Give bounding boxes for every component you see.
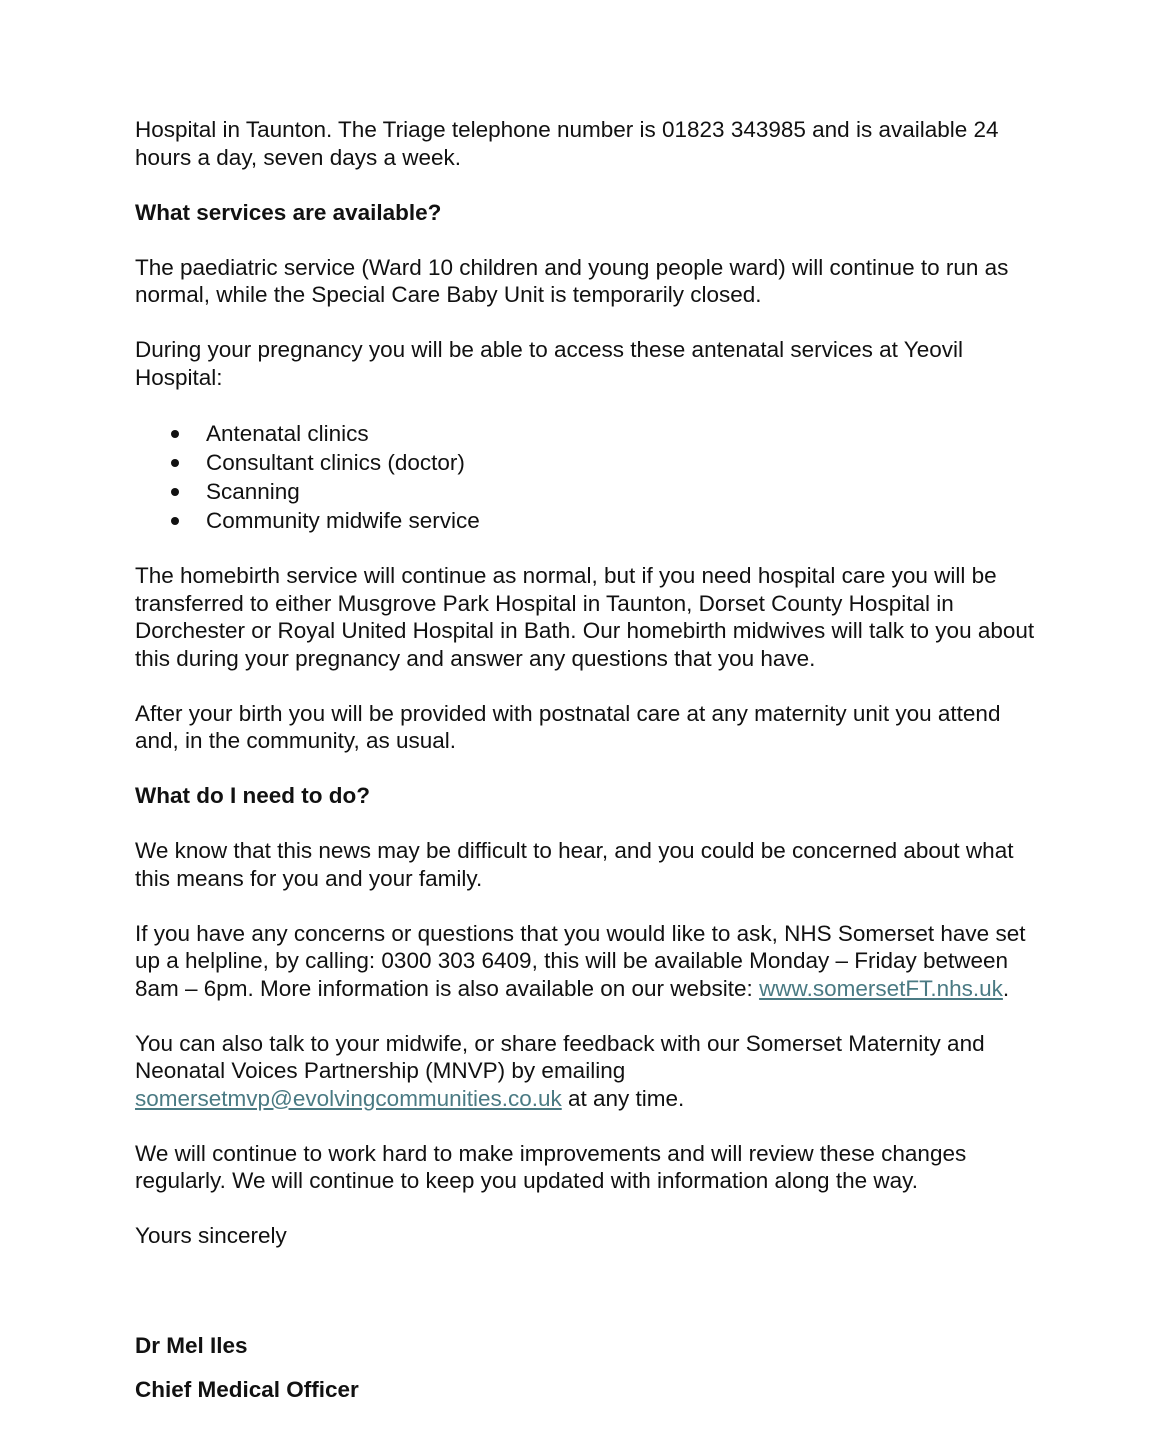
website-suffix: . (1002, 975, 1010, 1001)
antenatal-services-list (135, 419, 1035, 535)
news-paragraph: We know that this news may be difficult to hear, and you could be concerned about what this means for you and your family. (135, 838, 1014, 891)
signatory-name: Dr Mel Iles (135, 1333, 248, 1358)
todo-heading: What do I need to do? (135, 783, 370, 808)
helpline-text: If you have any concerns or questions that you would like to ask, NHS Somerset have set up a helpline, by calling: 0300 303 6409, this will be available Monday – Friday between 8am – 6pm. More information is also available on our website: (135, 920, 1026, 1001)
services-heading: What services are available? (135, 199, 442, 225)
list-item-label: Community midwife service (206, 507, 480, 533)
list-item (135, 448, 1035, 477)
antenatal-intro-paragraph: During your pregnancy you will be able to access these antenatal services at Yeovil Hospital: (135, 337, 963, 390)
letter-body (135, 116, 1035, 1403)
list-item (135, 506, 1035, 535)
mnvp-paragraph (135, 1030, 1035, 1113)
list-item (135, 419, 1035, 448)
list-item-label: Antenatal clinics (206, 420, 369, 446)
signature-space (135, 1277, 1035, 1332)
website-link[interactable]: www.somersetFT.nhs.uk (759, 975, 1003, 1001)
signatory-title: Chief Medical Officer (135, 1376, 359, 1402)
bullet-icon (171, 430, 179, 438)
bullet-icon (171, 459, 179, 467)
intro-paragraph: Hospital in Taunton. The Triage telephone number is 01823 343985 and is available 24 hours a day, seven days a week. (135, 117, 999, 170)
bullet-icon (171, 517, 179, 525)
email-suffix: at any time. (561, 1085, 685, 1111)
list-item-label: Scanning (206, 478, 300, 504)
list-item-label: Consultant clinics (doctor) (206, 449, 465, 475)
homebirth-paragraph: The homebirth service will continue as normal, but if you need hospital care you will be transferred to either Musgrove Park Hospital in Taunton, Dorset County Hospital in Dorchester or Royal United Hospital in Bath. Our homebirth midwives will talk to you about this during your pregnancy and answer any questions that you have. (135, 563, 1035, 671)
list-item (135, 477, 1035, 506)
email-link[interactable]: somersetmvp@evolvingcommunities.co.uk (135, 1085, 562, 1111)
review-paragraph: We will continue to work hard to make improvements and will review these changes regularly. We will continue to keep you updated with information along the way. (135, 1140, 967, 1193)
bullet-icon (171, 488, 179, 496)
closing-salutation: Yours sincerely (135, 1223, 287, 1248)
helpline-paragraph (135, 920, 1035, 1003)
paediatric-paragraph: The paediatric service (Ward 10 children and young people ward) will continue to run as normal, while the Special Care Baby Unit is temporarily closed. (135, 254, 1009, 307)
postnatal-paragraph: After your birth you will be provided with postnatal care at any maternity unit you attend and, in the community, as usual. (135, 700, 1001, 753)
mnvp-text: You can also talk to your midwife, or share feedback with our Somerset Maternity and Neonatal Voices Partnership (MNVP) by emailing (135, 1030, 985, 1083)
